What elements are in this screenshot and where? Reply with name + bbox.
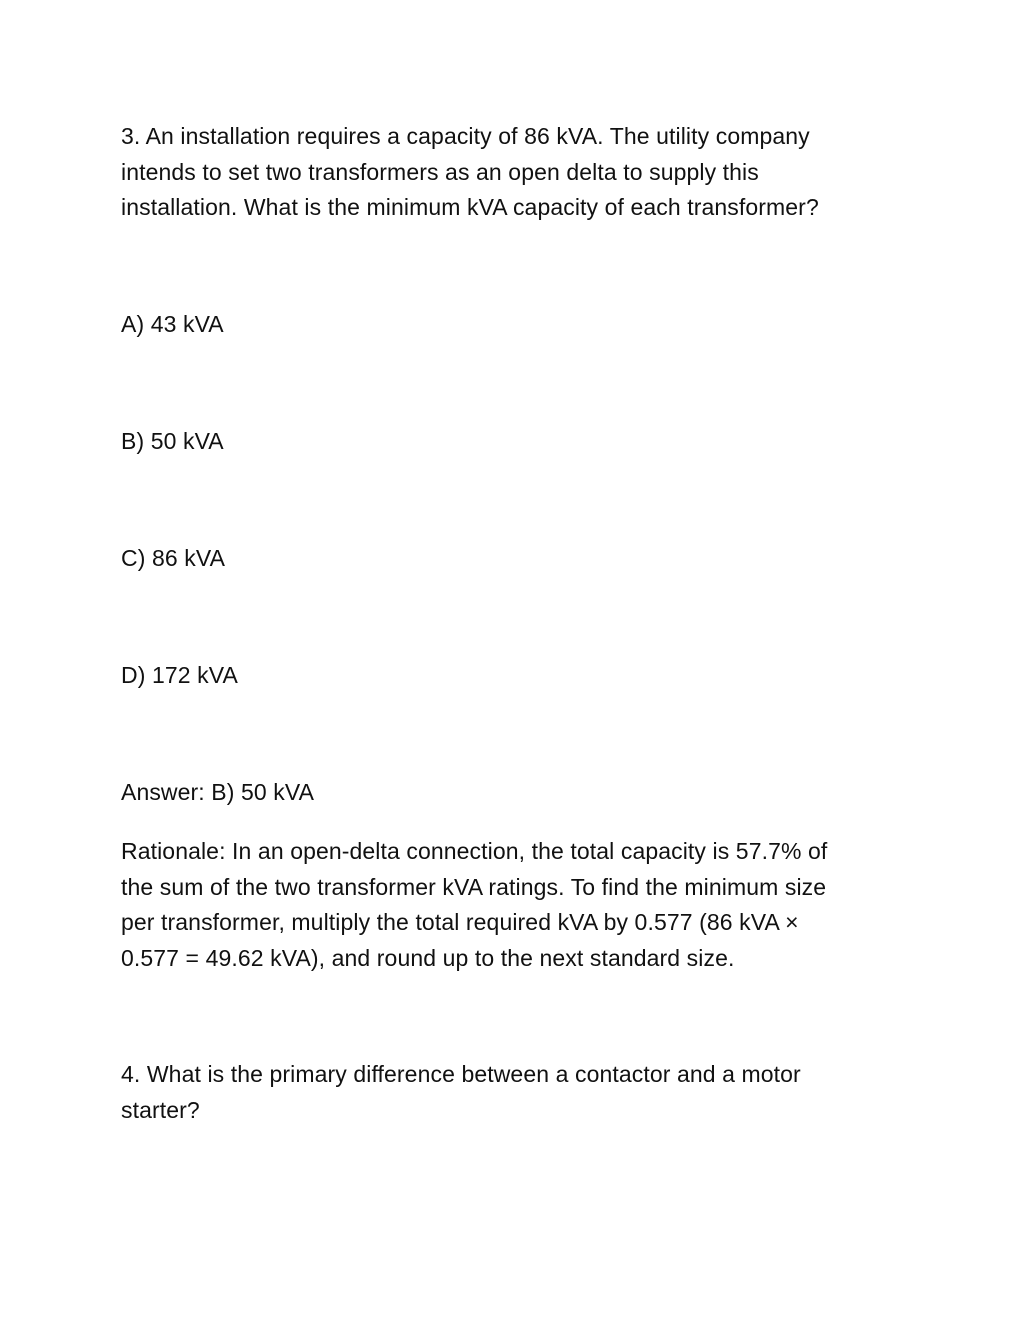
rationale-line-3: per transformer, multiply the total required kVA by 0.577 (86 kVA ×	[121, 909, 799, 935]
question-3	[121, 119, 901, 226]
question-3-line-1: 3. An installation requires a capacity of 86 kVA. The utility company	[121, 123, 810, 149]
option-c-text: C) 86 kVA	[121, 545, 226, 571]
option-a	[121, 307, 901, 343]
rationale-line-1: Rationale: In an open-delta connection, the total capacity is 57.7% of	[121, 838, 828, 864]
option-b-text: B) 50 kVA	[121, 428, 224, 454]
option-b	[121, 424, 901, 460]
question-4-line-2: starter?	[121, 1096, 200, 1123]
rationale-line-2: the sum of the two transformer kVA ratings. To find the minimum size	[121, 873, 827, 900]
option-d	[121, 658, 901, 694]
rationale-line-4: 0.577 = 49.62 kVA), and round up to the next standard size.	[121, 944, 735, 971]
option-a-text: A) 43 kVA	[121, 311, 224, 337]
answer-text: Answer: B) 50 kVA	[121, 779, 315, 805]
question-3-line-3: installation. What is the minimum kVA capacity of each transformer?	[121, 194, 819, 220]
question-4-line-1: 4. What is the primary difference between a contactor and a motor	[121, 1061, 801, 1087]
option-c	[121, 541, 901, 577]
question-4	[121, 1057, 901, 1128]
answer	[121, 775, 901, 811]
option-d-text: D) 172 kVA	[121, 662, 238, 688]
question-3-line-2: intends to set two transformers as an open delta to supply this	[121, 158, 759, 185]
rationale	[121, 834, 901, 976]
